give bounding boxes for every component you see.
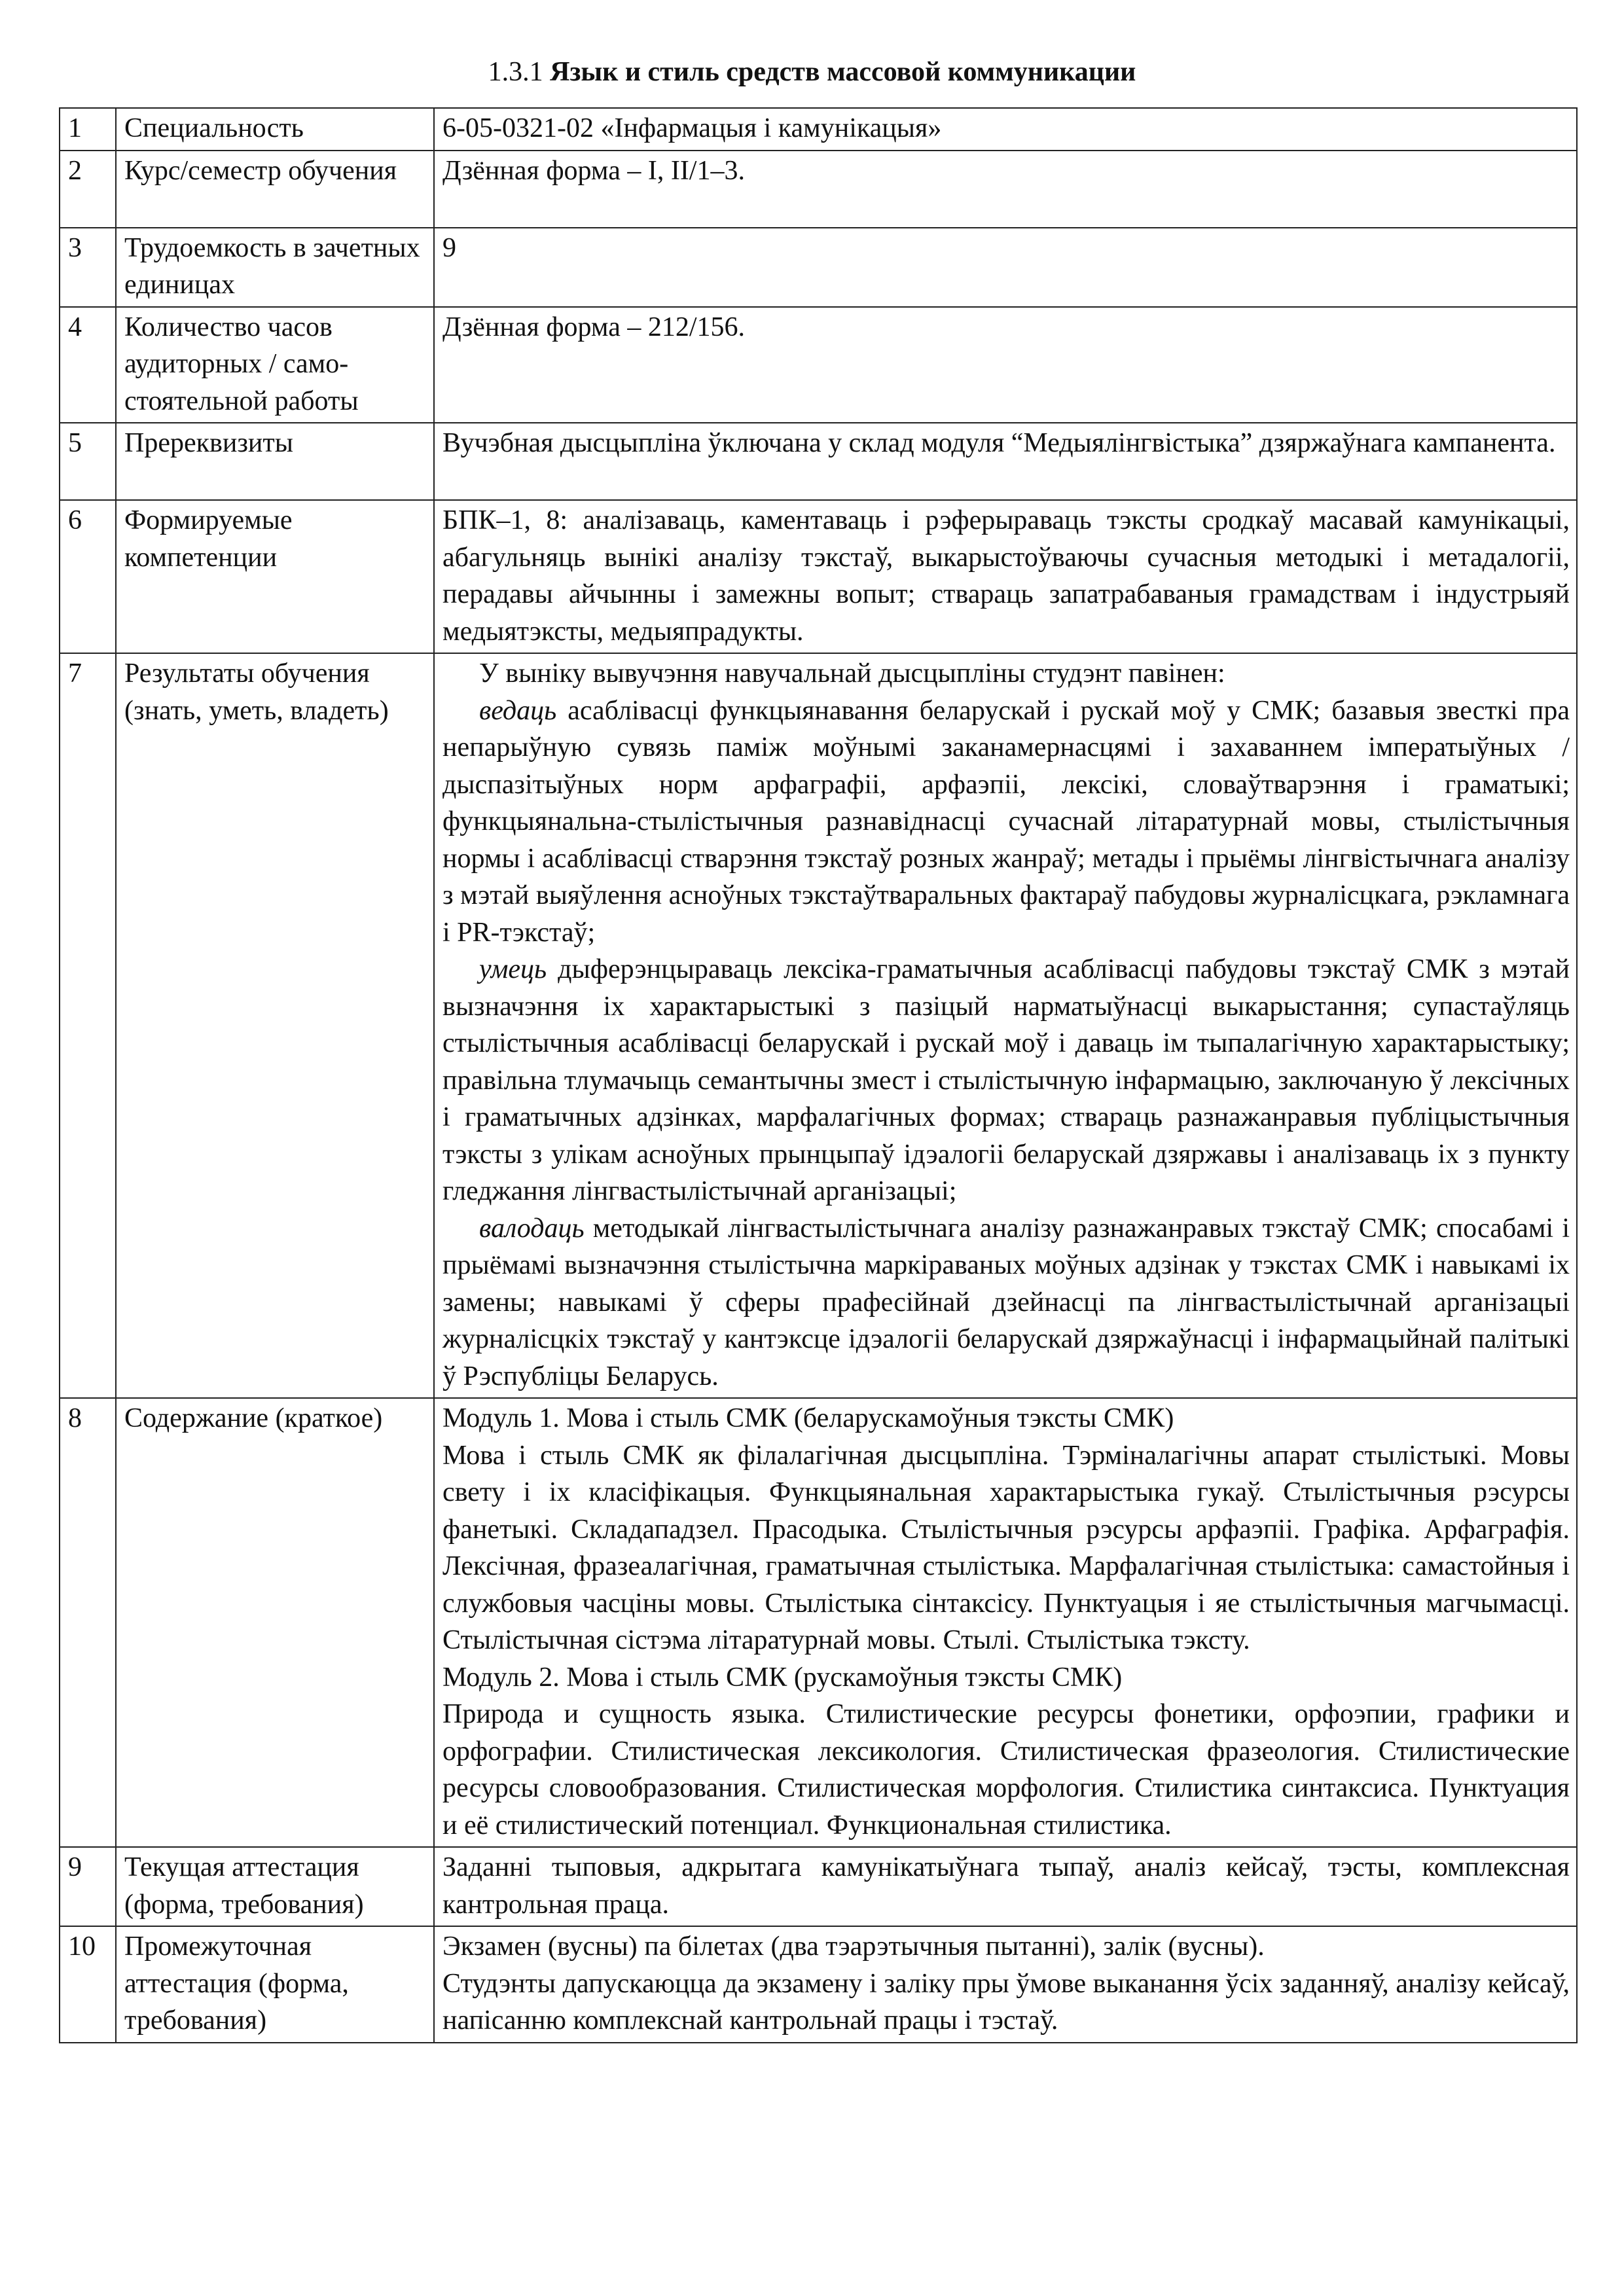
- syllabus-table: [59, 107, 1578, 2043]
- row-content: [434, 1398, 1577, 1847]
- row-label: Промежуточная аттестация (форма, требования): [116, 1926, 434, 2043]
- table-row: [60, 151, 1577, 228]
- table-row: [60, 653, 1577, 1398]
- table-row: [60, 1926, 1577, 2043]
- results-master: [442, 1210, 1570, 1395]
- results-know: [442, 692, 1570, 952]
- row-label: Текущая аттестация (форма, требования): [116, 1847, 434, 1926]
- content-paragraph: Дзённая форма – I, II/1–3.: [442, 155, 745, 186]
- row-number: 9: [60, 1847, 116, 1926]
- module-1-text: Мова і стыль СМК як філалагічная дысцыпліна. Тэрміналагічны апарат стылістыкі. Мовы свету і іх класіфікацыя. Функцыянальная характарыстыка гукаў. Стылістычныя рэсурсы фанетыкі. Складападзел. Прасодыка. Стылістычныя рэсурсы арфаэпіі. Графіка. Арфаграфія. Лексічная, фразеалагічная, граматычная стылістыка. Марфалагічная стылістыка: самастойныя і службовыя часціны мовы. Стылістыка сінтаксісу. Пунктуацыя і яе стылістычныя магчымасці. Стылістычная сістэма літаратурнай мовы. Стылі. Стылістыка тэксту.: [442, 1440, 1570, 1655]
- module-1-title: Модуль 1. Мова і стыль СМК (беларускамоўныя тэксты СМК): [442, 1403, 1174, 1433]
- row-content: [434, 423, 1577, 500]
- row-label: Результаты обучения (знать, уметь, владеть): [116, 653, 434, 1398]
- row-label: Курс/семестр обучения: [116, 151, 434, 228]
- content-paragraph: 9: [442, 232, 456, 263]
- row-content: [434, 653, 1577, 1398]
- content-paragraph: Студэнты дапускаюцца да экзамену і заліку пры ўмове выканання ўсіх заданняў, аналізу кейсаў, напісанню комплекснай кантрольнай працы і тэстаў.: [442, 1968, 1570, 2036]
- row-content: [434, 1926, 1577, 2043]
- results-can-term: умець: [479, 954, 547, 984]
- row-number: 2: [60, 151, 116, 228]
- content-paragraph: Экзамен (вусны) па білетах (два тэарэтычныя пытанні), залік (вусны).: [442, 1931, 1265, 1962]
- row-number: 4: [60, 307, 116, 423]
- row-label: Содержание (краткое): [116, 1398, 434, 1847]
- results-intro: У выніку вывучэння навучальнай дысцыпліны студэнт павінен:: [479, 658, 1225, 689]
- module-2-title: Модуль 2. Мова і стыль СМК (рускамоўныя тэксты СМК): [442, 1662, 1123, 1693]
- row-content: [434, 228, 1577, 307]
- row-number: 7: [60, 653, 116, 1398]
- row-number: 3: [60, 228, 116, 307]
- content-paragraph: Дзённая форма – 212/156.: [442, 312, 746, 342]
- row-content: [434, 1847, 1577, 1926]
- table-row: [60, 500, 1577, 653]
- content-paragraph: 6-05-0321-02 «Інфармацыя і камунікацыя»: [442, 113, 942, 143]
- row-number: 5: [60, 423, 116, 500]
- row-label: Специальность: [116, 108, 434, 151]
- table-row: [60, 423, 1577, 500]
- table-row: [60, 108, 1577, 151]
- content-paragraph: Вучэбная дысцыпліна ўключана у склад модуля “Медыялінгвістыка” дзяржаўнага кампанента.: [442, 428, 1556, 458]
- content-paragraph: БПК–1, 8: аналізаваць, каментаваць і рэферыраваць тэксты сродкаў масавай камунікацыі, абагульняць вынікі аналізу тэкстаў, выкарыстоўваючы сучасныя методыкі і метадалогіі, перадавы айчынны і замежны вопыт; ствараць запатрабаваныя грамадствам і індустрыяй медыятэксты, медыяпрадукты.: [442, 505, 1570, 647]
- module-2-text: Природа и сущность языка. Стилистические ресурсы фонетики, орфоэпии, графики и орфографии. Стилистическая лексикология. Стилистическая фразеология. Стилистические ресурсы словообразования. Стилистическая морфология. Стилистика синтаксиса. Пунктуация и её стилистический потенциал. Функциональная стилистика.: [442, 1699, 1570, 1840]
- row-label: Трудоемкость в зачетных единицах: [116, 228, 434, 307]
- content-paragraph: Заданні тыповыя, адкрытага камунікатыўнага тыпаў, аналіз кейсаў, тэсты, комплексная кантрольная праца.: [442, 1852, 1570, 1920]
- row-content: [434, 500, 1577, 653]
- page-title: [0, 54, 1624, 90]
- table-row: [60, 1847, 1577, 1926]
- row-content: [434, 307, 1577, 423]
- results-know-text: асаблівасці функцыянавання беларускай і рускай моў у СМК; базавыя звесткі пра непарыўную сувязь паміж моўнымі заканамернасцямі і захаваннем імператыўных / дыспазітыўных норм арфаграфіі, арфаэпіі, лексікі, словаўтварэння і граматыкі; функцыянальна-стылістычныя разнавіднасці сучаснай літаратурнай мовы, стылістычныя нормы і асаблівасці стварэння тэкстаў розных жанраў; метады і прыёмы лінгвістычнага аналізу з мэтай выяўлення асноўных тэкстаўтваральных фактараў пабудовы журналісцкага, рэкламнага і PR-тэкстаў;: [442, 695, 1570, 948]
- results-can: [442, 951, 1570, 1210]
- row-number: 8: [60, 1398, 116, 1847]
- row-label: Формируемые компетенции: [116, 500, 434, 653]
- row-content: [434, 151, 1577, 228]
- results-master-text: методыкай лінгвастылістычнага аналізу разнажанравых тэкстаў СМК; спосабамі і прыёмамі вызначэння стылістычна маркіраваных моўных адзінак у тэкстах СМК і навыкамі іх замены; навыкамі ў сферы прафесійнай дзейнасці па лінгвастылістычнай арганізацыі журналісцкіх тэкстаў у кантэксце ідэалогіі беларускай дзяржаўнасці і інфармацыйнай палітыкі ў Рэспубліцы Беларусь.: [442, 1213, 1570, 1391]
- results-can-text: дыферэнцыраваць лексіка-граматычныя асаблівасці пабудовы тэкстаў СМК з мэтай вызначэння іх характарыстыкі з пазіцый нарматыўнасці выкарыстання; супастаўляць стылістычныя асаблівасці беларускай і рускай моў і даваць ім тыпалагічную характарыстыку; правільна тлумачыць семантычны змест і стылістычную інфармацыю, заключаную ў лексічных і граматычных адзінках, марфалагічных формах; ствараць разнажанравыя публіцыстычныя тэксты з улікам асноўных прынцыпаў ідэалогіі беларускай дзяржавы і аналізаваць іх з пункту гледжання лінгвастылістычнай арганізацыі;: [442, 954, 1570, 1206]
- row-number: 1: [60, 108, 116, 151]
- results-master-term: валодаць: [479, 1213, 585, 1244]
- table-row: [60, 1398, 1577, 1847]
- row-label: Пререквизиты: [116, 423, 434, 500]
- row-number: 6: [60, 500, 116, 653]
- table-row: [60, 307, 1577, 423]
- row-number: 10: [60, 1926, 116, 2043]
- row-label: Количество часов аудиторных / само-стоятельной работы: [116, 307, 434, 423]
- section-number: 1.3.1: [488, 57, 543, 87]
- results-know-term: ведаць: [479, 695, 557, 726]
- section-name: Язык и стиль средств массовой коммуникации: [550, 57, 1136, 87]
- table-row: [60, 228, 1577, 307]
- row-content: [434, 108, 1577, 151]
